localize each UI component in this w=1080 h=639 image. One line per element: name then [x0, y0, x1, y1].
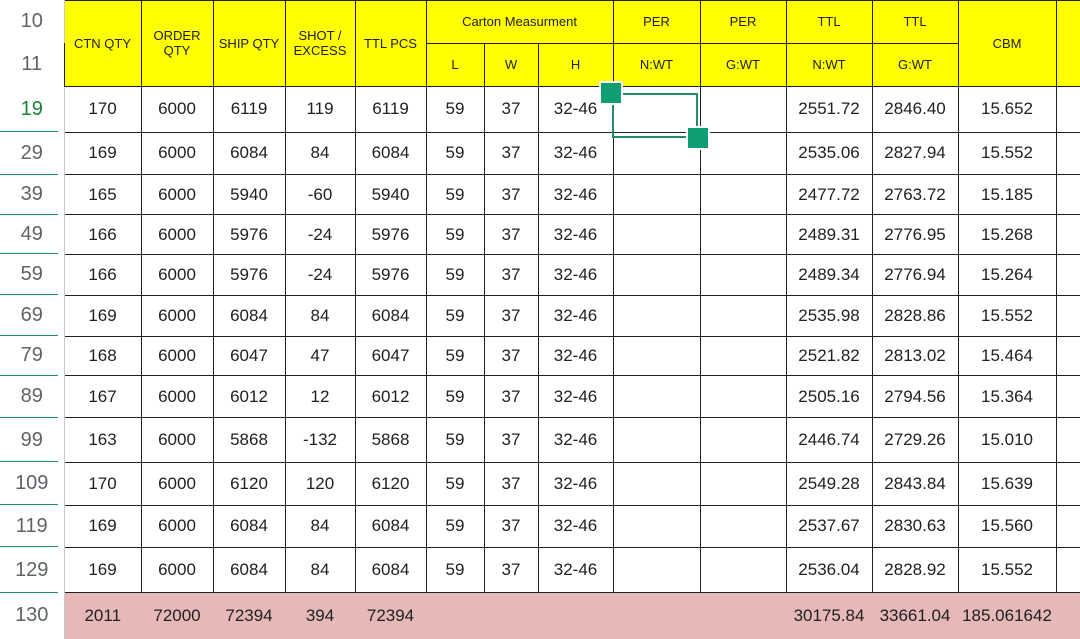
row-number[interactable]: 19	[0, 86, 64, 132]
header-l[interactable]: L	[426, 43, 484, 86]
row-number[interactable]: 10	[0, 1, 64, 44]
row-number[interactable]: 39	[0, 175, 64, 215]
total-empty-cell[interactable]	[1056, 593, 1080, 639]
header-shot-excess[interactable]: SHOT / EXCESS	[285, 1, 355, 87]
cell-blank[interactable]	[1056, 215, 1080, 255]
cell-ttl-n[interactable]: 2536.04	[786, 547, 872, 593]
cell-blank[interactable]	[1056, 295, 1080, 336]
cell-w[interactable]: 37	[484, 505, 538, 547]
cell-h[interactable]: 32-46	[538, 86, 613, 132]
cell-shot[interactable]: -24	[285, 215, 355, 255]
cell-shot[interactable]: -132	[285, 418, 355, 463]
cell-per-n[interactable]	[613, 254, 700, 295]
cell-h[interactable]: 32-46	[538, 175, 613, 215]
cell-ship[interactable]: 5976	[213, 254, 285, 295]
cell-h[interactable]: 32-46	[538, 462, 613, 505]
cell-per-g[interactable]	[700, 175, 786, 215]
total-ttl-g[interactable]: 33661.04	[872, 593, 958, 639]
cell-h[interactable]: 32-46	[538, 376, 613, 418]
header-per-nwt[interactable]: N:WT	[613, 43, 700, 86]
cell-h[interactable]: 32-46	[538, 254, 613, 295]
cell-ttl[interactable]: 6084	[355, 132, 426, 175]
total-cbm[interactable]: 185.061642	[958, 593, 1056, 639]
row-number[interactable]: 119	[0, 505, 64, 547]
cell-ttl-n[interactable]: 2521.82	[786, 336, 872, 376]
cell-cbm[interactable]: 15.652	[958, 86, 1056, 132]
cell-order[interactable]: 6000	[141, 295, 213, 336]
cell-h[interactable]: 32-46	[538, 505, 613, 547]
cell-per-n[interactable]	[613, 462, 700, 505]
cell-h[interactable]: 32-46	[538, 418, 613, 463]
cell-per-g[interactable]	[700, 547, 786, 593]
cell-w[interactable]: 37	[484, 547, 538, 593]
cell-cbm[interactable]: 15.268	[958, 215, 1056, 255]
cell-per-n[interactable]	[613, 547, 700, 593]
cell-per-g[interactable]	[700, 215, 786, 255]
header-ttl-gwt[interactable]: G:WT	[872, 43, 958, 86]
cell-per-g[interactable]	[700, 462, 786, 505]
cell-l[interactable]: 59	[426, 505, 484, 547]
table-row[interactable]	[0, 505, 1080, 547]
cell-cbm[interactable]: 15.639	[958, 462, 1056, 505]
cell-per-n[interactable]	[613, 175, 700, 215]
selection-start-handle[interactable]	[599, 81, 623, 105]
row-number[interactable]: 69	[0, 295, 64, 336]
cell-ship[interactable]: 5940	[213, 175, 285, 215]
cell-cbm[interactable]: 15.552	[958, 132, 1056, 175]
cell-l[interactable]: 59	[426, 254, 484, 295]
cell-ttl-n[interactable]: 2477.72	[786, 175, 872, 215]
cell-ttl-n[interactable]: 2549.28	[786, 462, 872, 505]
cell-h[interactable]: 32-46	[538, 547, 613, 593]
cell-h[interactable]: 32-46	[538, 336, 613, 376]
cell-l[interactable]: 59	[426, 132, 484, 175]
cell-ctn[interactable]: 169	[64, 295, 141, 336]
row-number[interactable]: 79	[0, 336, 64, 376]
selection-end-handle[interactable]	[686, 126, 710, 150]
row-number[interactable]: 59	[0, 254, 64, 295]
cell-l[interactable]: 59	[426, 295, 484, 336]
total-shot[interactable]: 394	[285, 593, 355, 639]
header-ttl-1[interactable]: TTL	[786, 1, 872, 44]
cell-ttl-g[interactable]: 2729.26	[872, 418, 958, 463]
cell-ttl-n[interactable]: 2535.98	[786, 295, 872, 336]
cell-shot[interactable]: 119	[285, 86, 355, 132]
cell-shot[interactable]: -60	[285, 175, 355, 215]
cell-l[interactable]: 59	[426, 547, 484, 593]
total-ctn[interactable]: 2011	[64, 593, 141, 639]
cell-cbm[interactable]: 15.264	[958, 254, 1056, 295]
cell-ship[interactable]: 6120	[213, 462, 285, 505]
row-number[interactable]: 49	[0, 215, 64, 255]
cell-w[interactable]: 37	[484, 336, 538, 376]
cell-shot[interactable]: 84	[285, 295, 355, 336]
cell-order[interactable]: 6000	[141, 215, 213, 255]
cell-per-n[interactable]	[613, 376, 700, 418]
cell-ttl[interactable]: 5940	[355, 175, 426, 215]
cell-ctn[interactable]: 170	[64, 462, 141, 505]
cell-per-g[interactable]	[700, 418, 786, 463]
table-row[interactable]	[0, 336, 1080, 376]
cell-order[interactable]: 6000	[141, 505, 213, 547]
cell-w[interactable]: 37	[484, 254, 538, 295]
header-w[interactable]: W	[484, 43, 538, 86]
cell-ship[interactable]: 6012	[213, 376, 285, 418]
cell-blank[interactable]	[1056, 547, 1080, 593]
cell-ttl[interactable]: 6119	[355, 86, 426, 132]
cell-ttl[interactable]: 6084	[355, 505, 426, 547]
cell-ttl-g[interactable]: 2846.40	[872, 86, 958, 132]
cell-ttl-n[interactable]: 2537.67	[786, 505, 872, 547]
cell-ship[interactable]: 5976	[213, 215, 285, 255]
cell-cbm[interactable]: 15.552	[958, 295, 1056, 336]
row-number[interactable]: 130	[0, 593, 64, 639]
cell-l[interactable]: 59	[426, 336, 484, 376]
cell-w[interactable]: 37	[484, 132, 538, 175]
total-ttl[interactable]: 72394	[355, 593, 426, 639]
table-row[interactable]	[0, 215, 1080, 255]
table-row[interactable]	[0, 295, 1080, 336]
header-h[interactable]: H	[538, 43, 613, 86]
cell-per-g[interactable]	[700, 132, 786, 175]
cell-per-g[interactable]	[700, 505, 786, 547]
cell-ttl-g[interactable]: 2843.84	[872, 462, 958, 505]
total-empty-cell[interactable]	[700, 593, 786, 639]
cell-per-n[interactable]	[613, 505, 700, 547]
cell-ttl-g[interactable]: 2828.86	[872, 295, 958, 336]
cell-ttl-n[interactable]: 2489.34	[786, 254, 872, 295]
cell-blank[interactable]	[1056, 175, 1080, 215]
cell-ttl-n[interactable]: 2551.72	[786, 86, 872, 132]
total-empty-cell[interactable]	[484, 593, 538, 639]
cell-order[interactable]: 6000	[141, 175, 213, 215]
header-ttl-pcs[interactable]: TTL PCS	[355, 1, 426, 87]
table-row[interactable]	[0, 132, 1080, 175]
cell-shot[interactable]: 12	[285, 376, 355, 418]
header-row-top	[0, 1, 1080, 44]
header-cbm[interactable]: CBM	[958, 1, 1056, 87]
cell-ship[interactable]: 6084	[213, 505, 285, 547]
cell-ctn[interactable]: 169	[64, 132, 141, 175]
cell-order[interactable]: 6000	[141, 336, 213, 376]
cell-l[interactable]: 59	[426, 418, 484, 463]
header-ctn-qty[interactable]: CTN QTY	[64, 1, 141, 87]
cell-ttl[interactable]: 5976	[355, 254, 426, 295]
cell-per-n[interactable]	[613, 295, 700, 336]
cell-order[interactable]: 6000	[141, 547, 213, 593]
cell-ship[interactable]: 6084	[213, 547, 285, 593]
total-order[interactable]: 72000	[141, 593, 213, 639]
cell-ttl-g[interactable]: 2828.92	[872, 547, 958, 593]
cell-order[interactable]: 6000	[141, 254, 213, 295]
cell-shot[interactable]: 120	[285, 462, 355, 505]
cell-per-g[interactable]	[700, 336, 786, 376]
row-number[interactable]: 129	[0, 547, 64, 593]
header-ttl-2[interactable]: TTL	[872, 1, 958, 44]
cell-w[interactable]: 37	[484, 418, 538, 463]
cell-per-g[interactable]	[700, 254, 786, 295]
cell-shot[interactable]: 47	[285, 336, 355, 376]
cell-ttl[interactable]: 5976	[355, 215, 426, 255]
row-number[interactable]: 29	[0, 132, 64, 175]
cell-order[interactable]: 6000	[141, 86, 213, 132]
cell-l[interactable]: 59	[426, 175, 484, 215]
cell-l[interactable]: 59	[426, 376, 484, 418]
cell-ctn[interactable]: 163	[64, 418, 141, 463]
table-row[interactable]	[0, 418, 1080, 463]
cell-ttl-g[interactable]: 2763.72	[872, 175, 958, 215]
cell-per-g[interactable]	[700, 86, 786, 132]
cell-h[interactable]: 32-46	[538, 295, 613, 336]
cell-blank[interactable]	[1056, 505, 1080, 547]
cell-cbm[interactable]: 15.185	[958, 175, 1056, 215]
total-ttl-n[interactable]: 30175.84	[786, 593, 872, 639]
table-row[interactable]	[0, 175, 1080, 215]
cell-ttl-n[interactable]: 2446.74	[786, 418, 872, 463]
cell-ship[interactable]: 6084	[213, 132, 285, 175]
cell-w[interactable]: 37	[484, 295, 538, 336]
table-row[interactable]	[0, 376, 1080, 418]
cell-ctn[interactable]: 166	[64, 215, 141, 255]
cell-ctn[interactable]: 166	[64, 254, 141, 295]
header-per-gwt[interactable]: G:WT	[700, 43, 786, 86]
cell-h[interactable]: 32-46	[538, 132, 613, 175]
header-per-1[interactable]: PER	[613, 1, 700, 44]
header-ttl-nwt[interactable]: N:WT	[786, 43, 872, 86]
cell-ttl-g[interactable]: 2794.56	[872, 376, 958, 418]
cell-ctn[interactable]: 168	[64, 336, 141, 376]
total-empty-cell[interactable]	[426, 593, 484, 639]
cell-ttl-n[interactable]: 2505.16	[786, 376, 872, 418]
cell-cbm[interactable]: 15.010	[958, 418, 1056, 463]
cell-blank[interactable]	[1056, 418, 1080, 463]
cell-shot[interactable]: 84	[285, 132, 355, 175]
cell-blank[interactable]	[1056, 86, 1080, 132]
cell-w[interactable]: 37	[484, 376, 538, 418]
cell-cbm[interactable]: 15.364	[958, 376, 1056, 418]
cell-order[interactable]: 6000	[141, 132, 213, 175]
cell-cbm[interactable]: 15.464	[958, 336, 1056, 376]
cell-blank[interactable]	[1056, 462, 1080, 505]
cell-per-n[interactable]	[613, 336, 700, 376]
table-row[interactable]	[0, 547, 1080, 593]
total-ship[interactable]: 72394	[213, 593, 285, 639]
row-number[interactable]: 109	[0, 462, 64, 505]
total-empty-cell[interactable]	[613, 593, 700, 639]
cell-shot[interactable]: 84	[285, 547, 355, 593]
cell-ttl-g[interactable]: 2776.94	[872, 254, 958, 295]
header-ship-qty[interactable]: SHIP QTY	[213, 1, 285, 87]
cell-ttl-g[interactable]: 2827.94	[872, 132, 958, 175]
cell-blank[interactable]	[1056, 336, 1080, 376]
total-empty-cell[interactable]	[538, 593, 613, 639]
cell-w[interactable]: 37	[484, 215, 538, 255]
cell-ship[interactable]: 5868	[213, 418, 285, 463]
cell-cbm[interactable]: 15.552	[958, 547, 1056, 593]
row-number[interactable]: 99	[0, 418, 64, 463]
cell-blank[interactable]	[1056, 376, 1080, 418]
table-row[interactable]	[0, 254, 1080, 295]
table-row[interactable]	[0, 86, 1080, 132]
cell-per-n[interactable]	[613, 215, 700, 255]
cell-blank[interactable]	[1056, 132, 1080, 175]
cell-shot[interactable]: 84	[285, 505, 355, 547]
cell-l[interactable]: 59	[426, 462, 484, 505]
header-carton-measurement[interactable]: Carton Measurment	[426, 1, 613, 44]
cell-ttl[interactable]: 6047	[355, 336, 426, 376]
cell-per-n[interactable]	[613, 418, 700, 463]
cell-l[interactable]: 59	[426, 86, 484, 132]
cell-ctn[interactable]: 165	[64, 175, 141, 215]
cell-h[interactable]: 32-46	[538, 215, 613, 255]
cell-ttl-n[interactable]: 2489.31	[786, 215, 872, 255]
cell-w[interactable]: 37	[484, 175, 538, 215]
cell-order[interactable]: 6000	[141, 376, 213, 418]
cell-ttl-g[interactable]: 2830.63	[872, 505, 958, 547]
row-number[interactable]: 11	[0, 43, 64, 86]
cell-ctn[interactable]: 169	[64, 547, 141, 593]
cell-cbm[interactable]: 15.560	[958, 505, 1056, 547]
cell-ctn[interactable]: 169	[64, 505, 141, 547]
cell-order[interactable]: 6000	[141, 462, 213, 505]
header-blank-cell[interactable]	[1056, 1, 1080, 87]
cell-w[interactable]: 37	[484, 462, 538, 505]
cell-ttl[interactable]: 6120	[355, 462, 426, 505]
cell-per-g[interactable]	[700, 295, 786, 336]
cell-ctn[interactable]: 167	[64, 376, 141, 418]
cell-ship[interactable]: 6084	[213, 295, 285, 336]
cell-ttl[interactable]: 6084	[355, 547, 426, 593]
row-number[interactable]: 89	[0, 376, 64, 418]
cell-ship[interactable]: 6047	[213, 336, 285, 376]
cell-ctn[interactable]: 170	[64, 86, 141, 132]
cell-ttl-g[interactable]: 2776.95	[872, 215, 958, 255]
cell-ship[interactable]: 6119	[213, 86, 285, 132]
header-order-qty[interactable]: ORDER QTY	[141, 1, 213, 87]
cell-ttl[interactable]: 6012	[355, 376, 426, 418]
cell-ttl[interactable]: 6084	[355, 295, 426, 336]
cell-l[interactable]: 59	[426, 215, 484, 255]
header-per-2[interactable]: PER	[700, 1, 786, 44]
cell-ttl[interactable]: 5868	[355, 418, 426, 463]
totals-row[interactable]	[0, 593, 1080, 639]
cell-blank[interactable]	[1056, 254, 1080, 295]
cell-w[interactable]: 37	[484, 86, 538, 132]
cell-ttl-n[interactable]: 2535.06	[786, 132, 872, 175]
cell-shot[interactable]: -24	[285, 254, 355, 295]
cell-order[interactable]: 6000	[141, 418, 213, 463]
cell-per-g[interactable]	[700, 376, 786, 418]
table-row[interactable]	[0, 462, 1080, 505]
cell-ttl-g[interactable]: 2813.02	[872, 336, 958, 376]
